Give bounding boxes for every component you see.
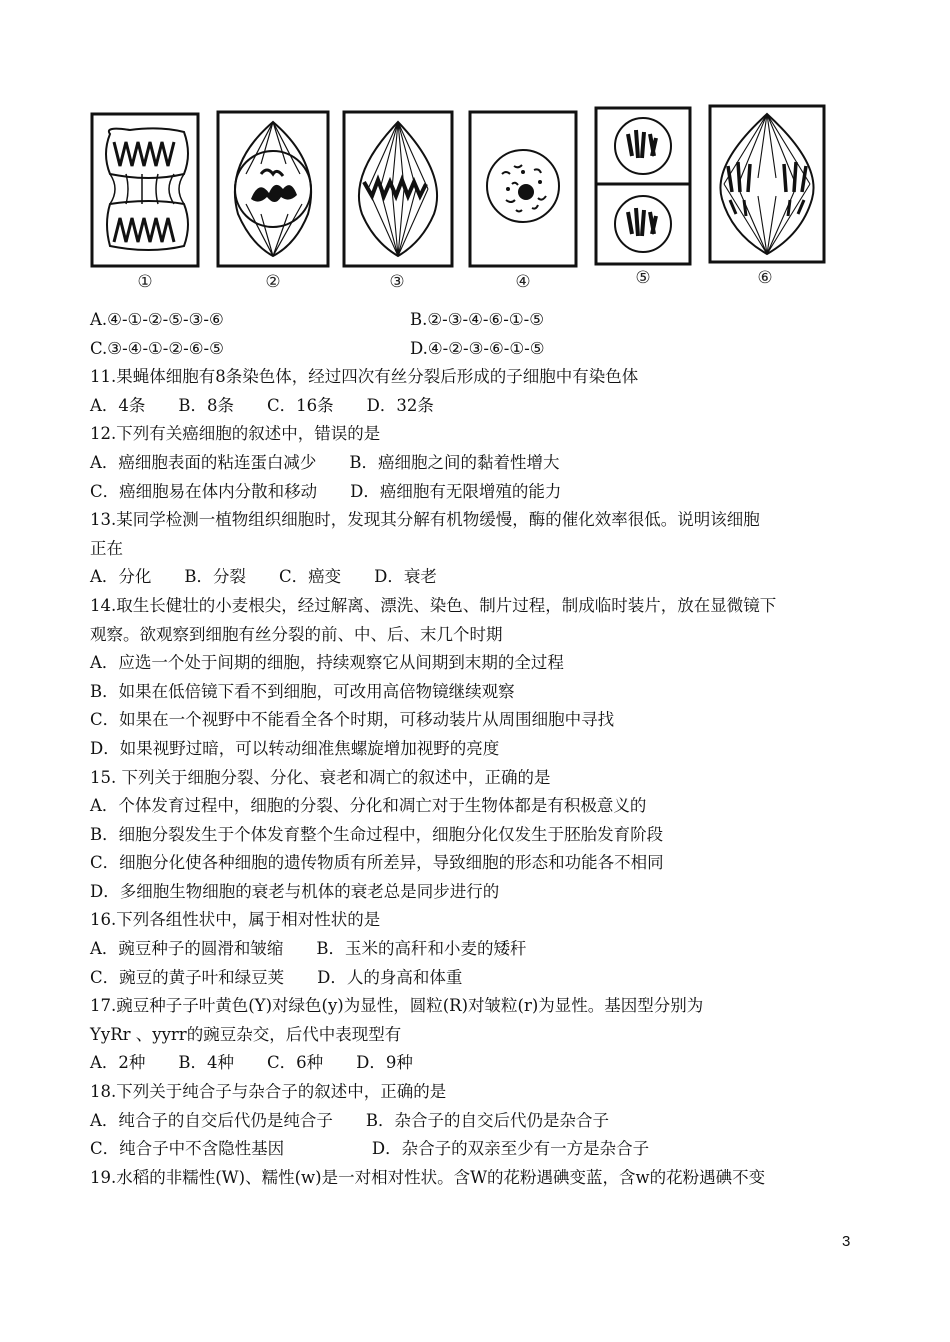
figure-label-5: ⑤ [635,268,651,288]
figure-label-3: ③ [389,272,405,292]
text-line: 16.下列各组性状中，属于相对性状的是 [90,910,381,930]
figure-label-1: ① [137,272,153,292]
cell-prophase-image [216,104,330,269]
text-line: B．细胞分裂发生于个体发育整个生命过程中，细胞分化仅发生于胚胎发育阶段 [90,824,664,844]
text-line: 观察。欲观察到细胞有丝分裂的前、中、后、末几个时期 [90,624,503,644]
text-line: B．如果在低倍镜下看不到细胞，可改用高倍物镜继续观察 [90,681,515,701]
text-line: C．细胞分化使各种细胞的遗传物质有所差异，导致细胞的形态和功能各不相同 [90,853,664,873]
cell-figure-2 [216,104,330,292]
question-text-block [90,306,870,1192]
text-line: A．个体发育过程中，细胞的分裂、分化和凋亡对于生物体都是有积极意义的 [90,796,647,816]
text-line: 13.某同学检测一植物组织细胞时，发现其分解有机物缓慢，酶的催化效率很低。说明该细胞 [90,510,760,530]
cell-figure-5 [594,104,692,288]
text-line: A．应选一个处于间期的细胞，持续观察它从间期到末期的全过程 [90,653,564,673]
option-q10-a: A.④-①-②-⑤-③-⑥ [90,310,224,329]
text-line: A．癌细胞表面的粘连蛋白减少 B．癌细胞之间的黏着性增大 [90,452,560,472]
figure-label-4: ④ [515,272,531,292]
text-line: C．豌豆的黄子叶和绿豆荚 D．人的身高和体重 [90,967,463,987]
cell-anaphase-image [708,104,828,269]
text-line: 11.果蝇体细胞有8条染色体，经过四次有丝分裂后形成的子细胞中有染色体 [90,367,639,387]
option-row-q10-ab [90,306,870,335]
option-q10-c: C.③-④-①-②-⑥-⑤ [90,338,224,358]
text-line: A．4条 B．8条 C．16条 D．32条 [90,395,434,415]
text-line: YyRr 、yyrr的豌豆杂交，后代中表现型有 [90,1024,402,1044]
text-line: A．纯合子的自交后代仍是纯合子 B．杂合子的自交后代仍是杂合子 [90,1110,610,1130]
cell-figure-4 [468,104,578,292]
text-line: C．如果在一个视野中不能看全各个时期，可移动装片从周围细胞中寻找 [90,710,615,730]
option-q10-d: D.④-②-③-⑥-①-⑤ [410,338,545,358]
text-line: D．如果视野过暗，可以转动细准焦螺旋增加视野的亮度 [90,738,500,758]
text-line: 18.下列关于纯合子与杂合子的叙述中，正确的是 [90,1082,447,1102]
text-line: C．纯合子中不含隐性基因 D．杂合子的双亲至少有一方是杂合子 [90,1139,650,1159]
text-line: A．2种 B．4种 C．6种 D．9种 [90,1053,413,1073]
cell-interphase-image [468,104,578,269]
cell-metaphase-image [342,104,454,269]
text-line: A．豌豆种子的圆滑和皱缩 B．玉米的高秆和小麦的矮秆 [90,939,527,959]
mitosis-figure-row [88,104,828,299]
cell-figure-3 [342,104,454,292]
option-q10-b: B.②-③-④-⑥-①-⑤ [410,310,544,329]
cell-daughter-cells-image [594,104,692,269]
cell-figure-6 [708,104,828,288]
cell-figure-1 [90,104,202,292]
text-line: 12.下列有关癌细胞的叙述中，错误的是 [90,424,381,444]
cell-telophase-image [90,104,202,269]
text-line: C．癌细胞易在体内分散和移动 D．癌细胞有无限增殖的能力 [90,481,562,501]
figure-label-2: ② [265,272,281,292]
text-line: 14.取生长健壮的小麦根尖，经过解离、漂洗、染色、制片过程，制成临时装片，放在显微镜下 [90,595,777,615]
page-number: 3 [842,1233,851,1250]
text-line: 19.水稻的非糯性(W)、糯性(w)是一对相对性状。含W的花粉遇碘变蓝，含w的花粉遇碘不变 [90,1167,766,1187]
text-line: 17.豌豆种子子叶黄色(Y)对绿色(y)为显性，圆粒(R)对皱粒(r)为显性。基因型分别为 [90,996,704,1016]
option-row-q10-cd [90,335,870,364]
figure-label-6: ⑥ [757,268,773,288]
text-line: 正在 [90,538,123,558]
text-line: 15. 下列关于细胞分裂、分化、衰老和凋亡的叙述中，正确的是 [90,767,551,787]
text-line: A．分化 B．分裂 C．癌变 D．衰老 [90,567,437,587]
text-line: D．多细胞生物细胞的衰老与机体的衰老总是同步进行的 [90,881,500,901]
